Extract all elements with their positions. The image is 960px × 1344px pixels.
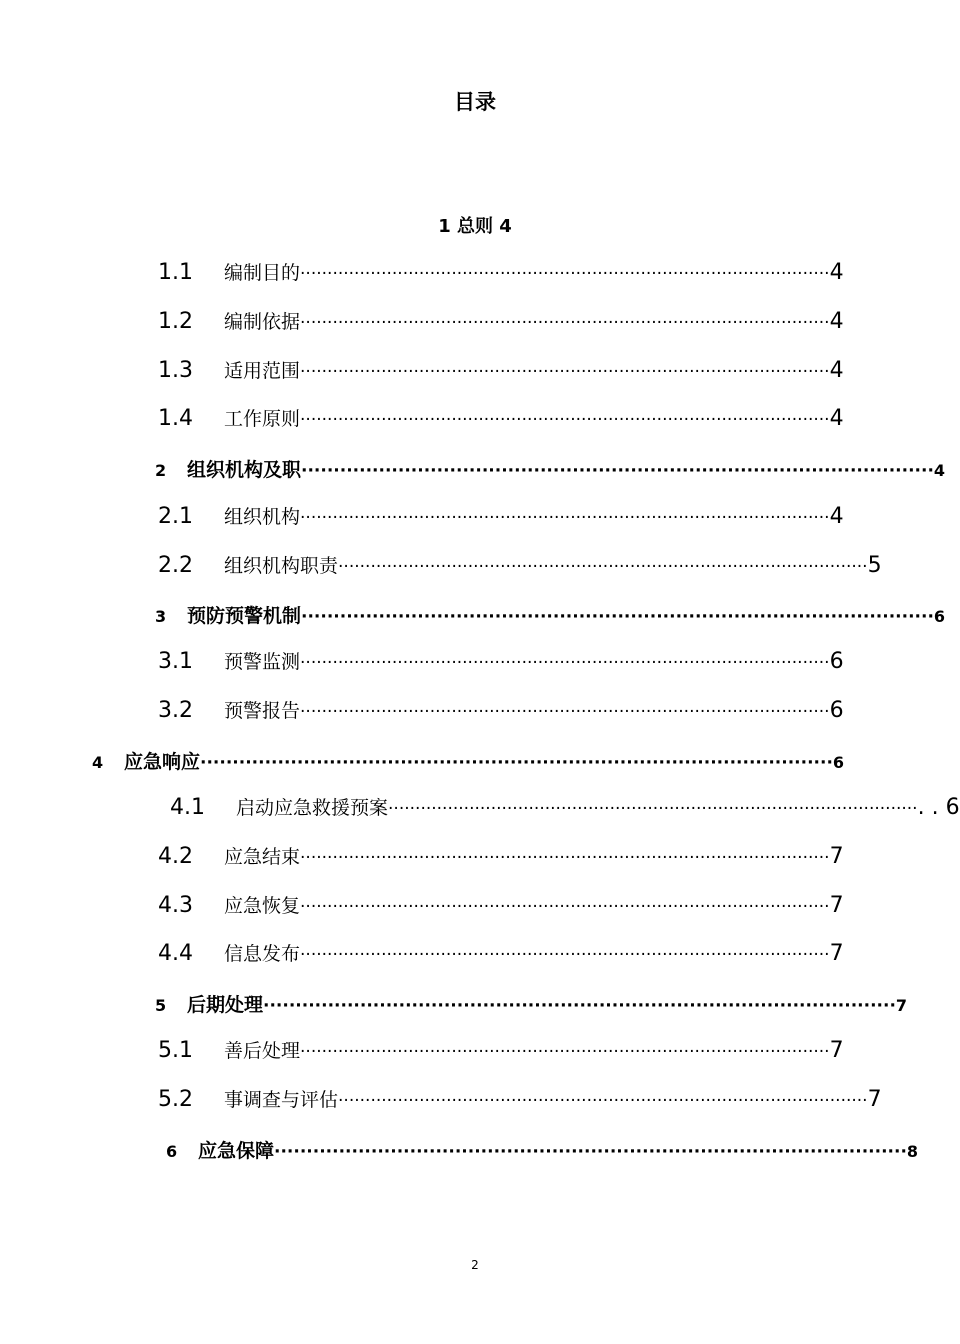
toc-entry-3-2[interactable]: 3.2 预警报告 ·································································································· 6 xyxy=(158,698,844,723)
dot-leader: ·································································································· xyxy=(300,410,830,430)
dot-leader: ·································································································· xyxy=(300,508,830,528)
toc-title: 目录 xyxy=(454,90,496,114)
toc-chapter-1-heading: 1 总则 4 xyxy=(438,216,512,237)
toc-entry-4-1[interactable]: 4.1 启动应急救援预案 ·································································································· . . 6 xyxy=(170,795,960,820)
toc-entry-3-1[interactable]: 3.1 预警监测 ·································································································· 6 xyxy=(158,649,844,674)
toc-entry-2-1[interactable]: 2.1 组织机构 ·································································································· 4 xyxy=(158,504,844,529)
toc-entry-6[interactable]: 6 应急保障 ·································································································· 8 xyxy=(166,1140,919,1162)
dot-leader: ·································································································· xyxy=(300,702,830,722)
toc-entry-4-2[interactable]: 4.2 应急结束 ·································································································· 7 xyxy=(158,844,844,869)
toc-entry-5[interactable]: 5 后期处理 ·································································································· 7 xyxy=(155,994,908,1016)
dot-leader: ·································································································· xyxy=(301,607,934,627)
dot-leader: ·································································································· xyxy=(300,313,830,333)
toc-entry-2-2[interactable]: 2.2 组织机构职责 ·································································································· 5 xyxy=(158,553,882,578)
dot-leader: ·································································································· xyxy=(338,1091,868,1111)
dot-leader: ·································································································· xyxy=(274,1142,907,1162)
toc-entry-4-4[interactable]: 4.4 信息发布 ·································································································· 7 xyxy=(158,941,844,966)
dot-leader: ·································································································· xyxy=(300,653,830,673)
toc-entry-5-1[interactable]: 5.1 善后处理 ·································································································· 7 xyxy=(158,1038,844,1063)
dot-leader: ·································································································· xyxy=(388,799,918,819)
toc-entry-5-2[interactable]: 5.2 事调查与评估 ·································································································· 7 xyxy=(158,1087,882,1112)
dot-leader: ·································································································· xyxy=(300,264,830,284)
dot-leader: ·································································································· xyxy=(300,897,830,917)
toc-entry-1-3[interactable]: 1.3 适用范围 ·································································································· 4 xyxy=(158,358,844,383)
toc-entry-1-2[interactable]: 1.2 编制依据 ·································································································· 4 xyxy=(158,309,844,334)
dot-leader: ·································································································· xyxy=(300,945,830,965)
toc-entry-1-1[interactable]: 1.1 编制目的 ·································································································· 4 xyxy=(158,260,844,285)
dot-leader: ·································································································· xyxy=(300,1042,830,1062)
dot-leader: ·································································································· xyxy=(263,996,896,1016)
toc-entry-4[interactable]: 4 应急响应 ·································································································· 6 xyxy=(92,751,845,773)
dot-leader: ·································································································· xyxy=(338,557,868,577)
toc-entry-3[interactable]: 3 预防预警机制 ·································································································· 6 xyxy=(155,605,946,627)
dot-leader: ·································································································· xyxy=(200,753,833,773)
dot-leader: ·································································································· xyxy=(300,848,830,868)
toc-entry-4-3[interactable]: 4.3 应急恢复 ·································································································· 7 xyxy=(158,893,844,918)
page-number: 2 xyxy=(471,1258,479,1272)
dot-leader: ·································································································· xyxy=(300,362,830,382)
toc-entry-2[interactable]: 2 组织机构及职 ·································································································· 4 xyxy=(155,459,946,481)
toc-entry-1-4[interactable]: 1.4 工作原则 ·································································································· 4 xyxy=(158,406,844,431)
dot-leader: ·································································································· xyxy=(301,461,934,481)
